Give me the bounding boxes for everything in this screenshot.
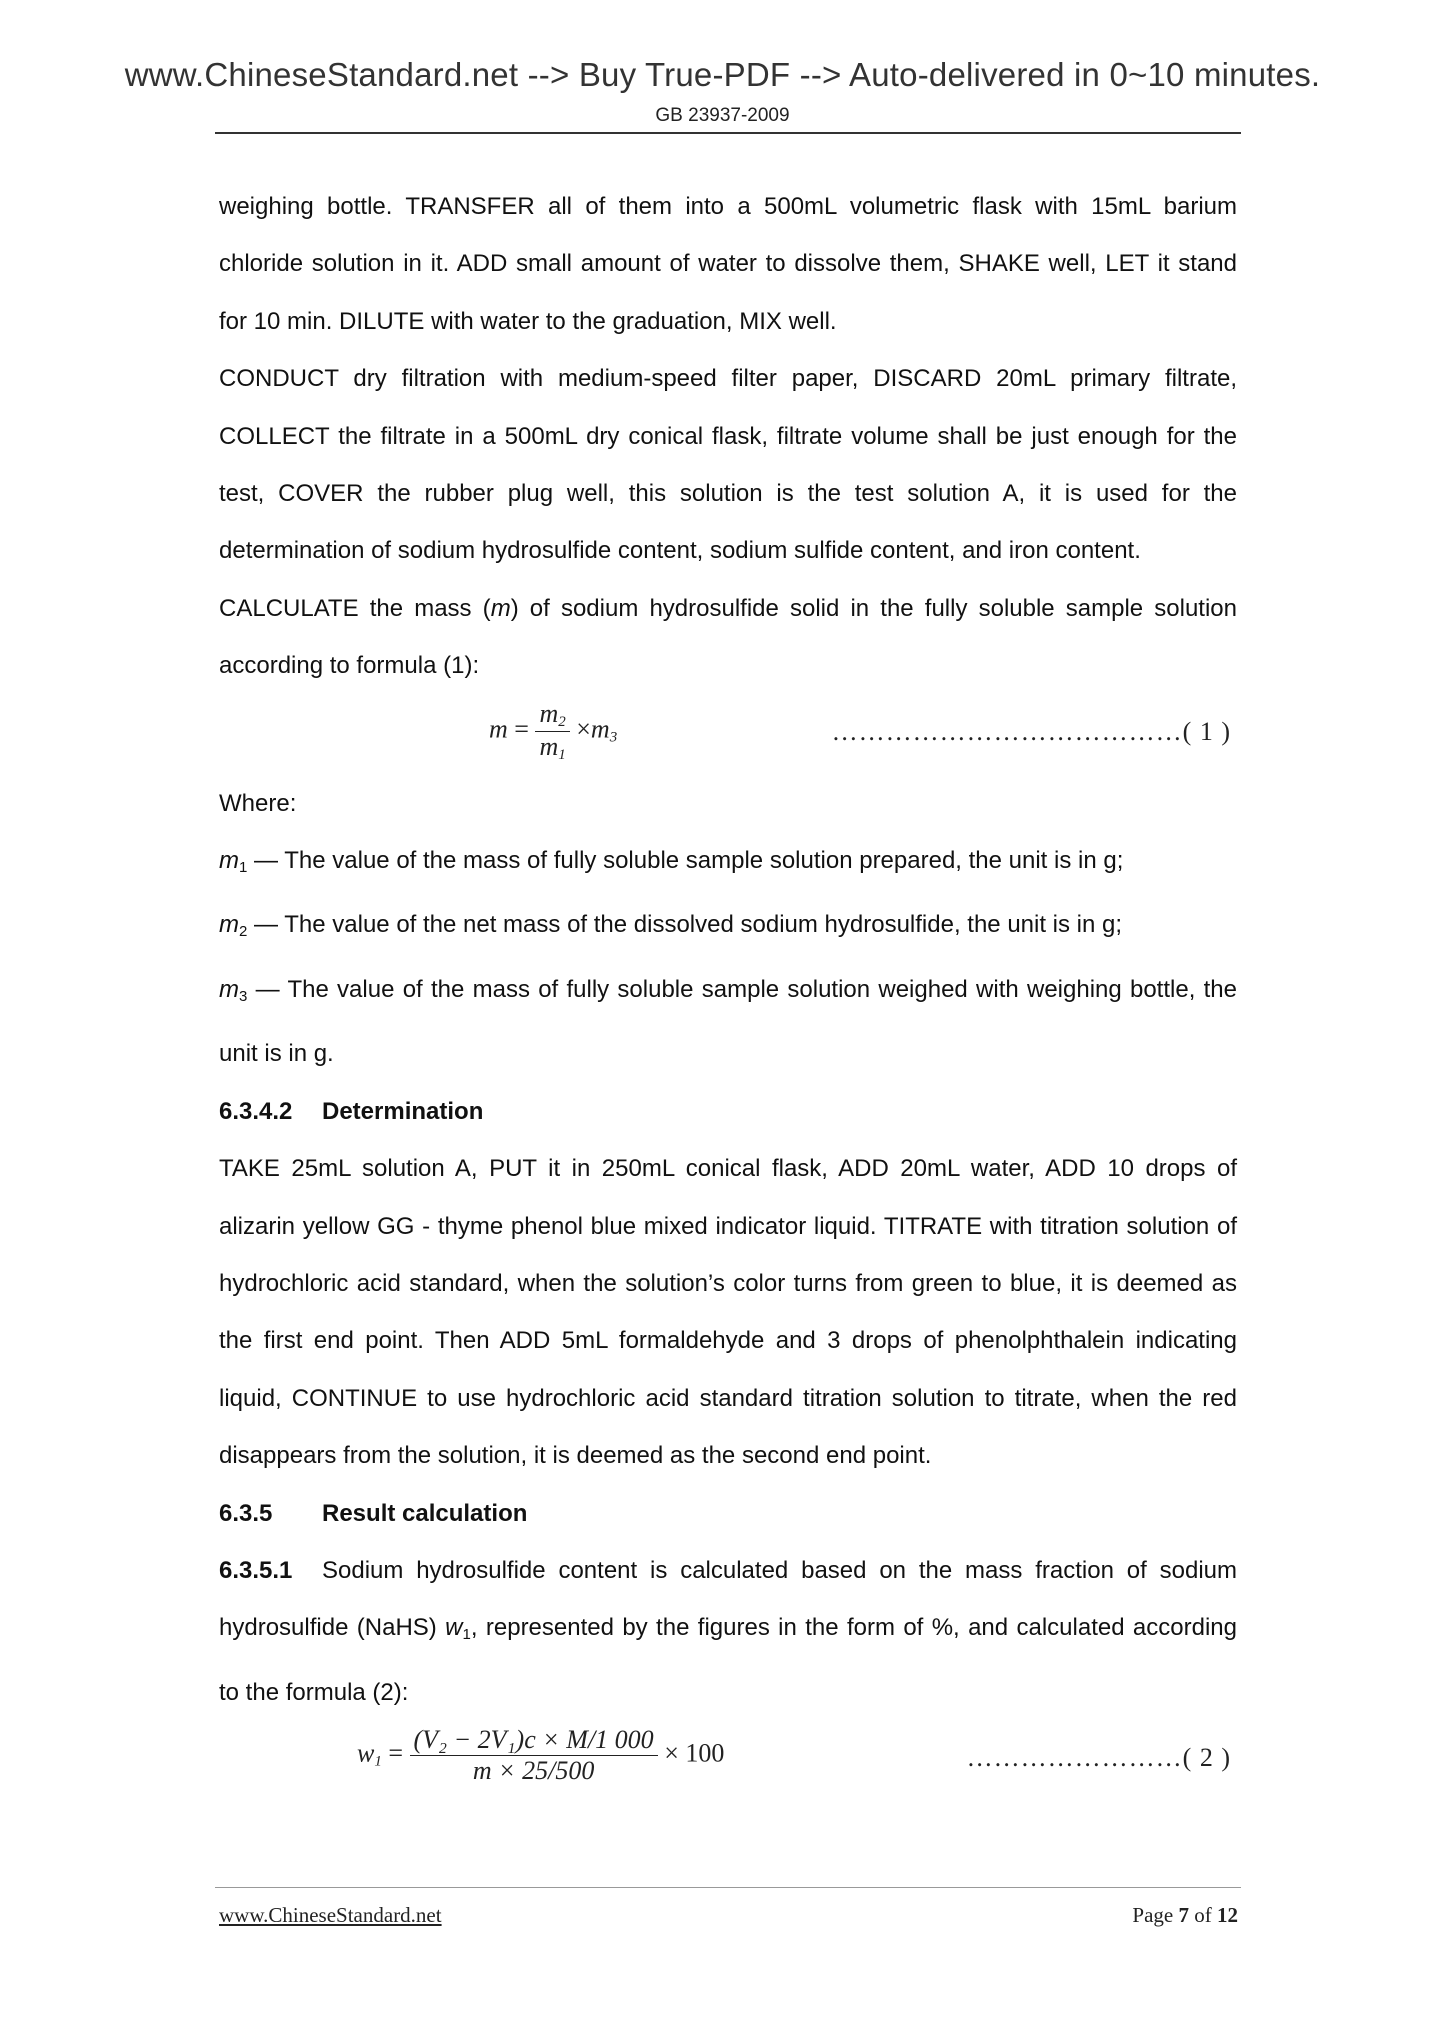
definition-m1: $m_1$ — The value of the mass of fully soluble sample solution prepared, the unit is in g;: [219, 847, 1124, 877]
paragraph-calculate-mass: CALCULATE the mass (m) of sodium hydrosulfide solid in the fully soluble sample solution according to formula (1):: [219, 594, 1237, 680]
definition-m3: $m_3$ — The value of the mass of fully soluble sample solution weighed with weighing bottle, the unit is in g.: [219, 975, 1237, 1068]
formula-2-expression: $w_1$ = $\frac{\text{(V₂ − 2V₁)c × M/1 000}}{m \times 25/500}$ × 100: [357, 1725, 725, 1786]
paragraph-6351: 6.3.5.1 Sodium hydrosulfide content is calculated based on the mass fraction of sodium hydrosulfide (NaHS) $w_1$, represented by the figures in the form of %, and calculated according to the formula (2):: [219, 1556, 1237, 1706]
formula-1-number: …………………………………( 1 ): [831, 716, 1231, 746]
definition-m2: $m_2$ — The value of the net mass of the dissolved sodium hydrosulfide, the unit is in g;: [219, 911, 1123, 941]
site-banner: www.ChineseStandard.net --> Buy True-PDF --> Auto-delivered in 0~10 minutes.: [124, 56, 1321, 93]
formula-1: [219, 695, 1237, 775]
header-divider: [215, 132, 1241, 134]
section-heading-635: 6.3.5 Result calculation: [219, 1499, 528, 1527]
formula-1-fraction: $\frac{m_2}{m_1}$: [535, 699, 569, 764]
document-number: GB 23937-2009: [655, 105, 790, 126]
page-indicator: Page 7 of 12: [1132, 1903, 1238, 1927]
paragraph-determination: TAKE 25mL solution A, PUT it in 250mL conical flask, ADD 20mL water, ADD 10 drops of alizarin yellow GG - thyme phenol blue mixed indicator liquid. TITRATE with titration solution of hydrochloric acid standard, when the solution’s color turns from green to blue, it is deemed as the first end point. Then ADD 5mL formaldehyde and 3 drops of phenolphthalein indicating liquid, CONTINUE to use hydrochloric acid standard titration solution to titrate, when the red disappears from the solution, it is deemed as the second end point.: [219, 1155, 1237, 1470]
footer-divider: [215, 1887, 1241, 1888]
where-label: Where:: [219, 789, 297, 817]
footer-site-link[interactable]: www.ChineseStandard.net: [219, 1903, 442, 1927]
paragraph-filtration: CONDUCT dry filtration with medium-speed filter paper, DISCARD 20mL primary filtrate, COLLECT the filtrate in a 500mL dry conical flask, filtrate volume shall be just enough for the test, COVER the rubber plug well, this solution is the test solution A, it is used for the determination of sodium hydrosulfide content, sodium sulfide content, and iron content.: [219, 365, 1237, 565]
formula-2-fraction: $\frac{\text{(V₂ − 2V₁)c × M/1 000}}{m \times 25/500}$: [410, 1725, 658, 1786]
formula-2-number: ……………………( 2 ): [966, 1743, 1231, 1773]
formula-1-expression: m = $\frac{m_2}{m_1}$ $\times m_3$: [489, 698, 618, 763]
formula-2: [219, 1721, 1237, 1801]
paragraph-dissolution: weighing bottle. TRANSFER all of them into a 500mL volumetric flask with 15mL barium chloride solution in it. ADD small amount of water to dissolve them, SHAKE well, LET it stand for 10 min. DILUTE with water to the graduation, MIX well.: [219, 193, 1237, 335]
page-content: [219, 178, 1237, 1801]
section-heading-6342: 6.3.4.2 Determination: [219, 1097, 484, 1125]
